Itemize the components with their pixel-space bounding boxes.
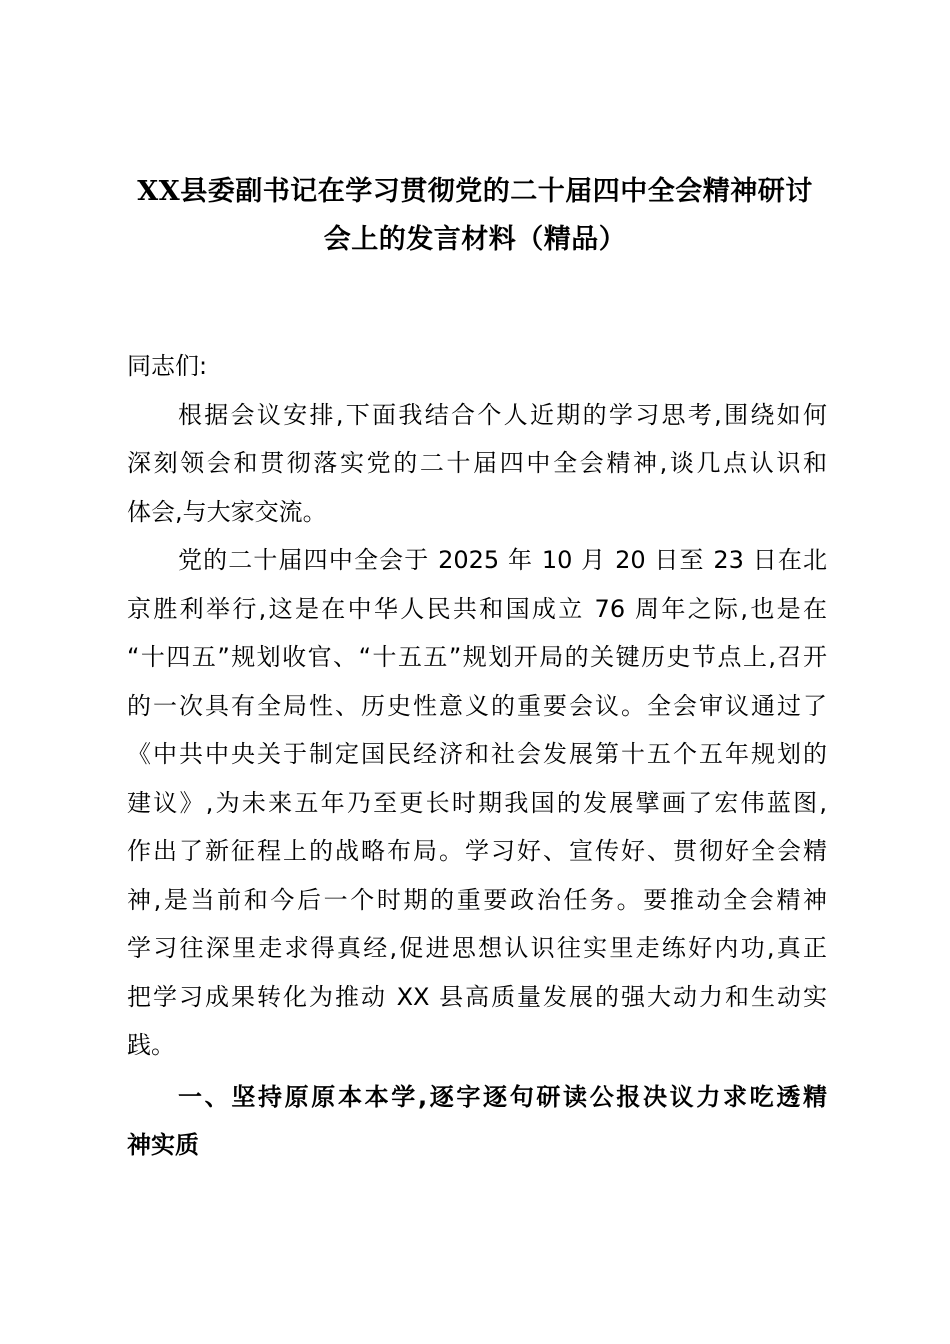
paragraph-plenum (127, 536, 827, 1070)
heading-line: 神实质 (127, 1131, 199, 1159)
paragraph-line: 建议》,为未来五年乃至更长时期我国的发展擘画了宏伟蓝图, (127, 788, 827, 817)
paragraph-line: 党的二十届四中全会于 2025 年 10 月 20 日至 23 日在北 (178, 546, 827, 574)
paragraph-line: 神,是当前和今后一个时期的重要政治任务。要推动全会精神 (127, 885, 827, 914)
title-line: XX县委副书记在学习贯彻党的二十届四中全会精神研讨 (137, 176, 813, 207)
paragraph-line: 京胜利举行,这是在中华人民共和国成立 76 周年之际,也是在 (127, 594, 827, 623)
paragraph-line: 深刻领会和贯彻落实党的二十届四中全会精神,谈几点认识和 (127, 449, 827, 477)
paragraph-line: 根据会议安排,下面我结合个人近期的学习思考,围绕如何 (178, 400, 827, 429)
salutation: 同志们: (127, 352, 208, 380)
paragraph-line: 的一次具有全局性、历史性意义的重要会议。全会审议通过了 (127, 691, 827, 720)
title-line: 会上的发言材料（精品） (323, 224, 627, 255)
paragraph-line: 把学习成果转化为推动 XX 县高质量发展的强大动力和生动实 (127, 982, 827, 1011)
document-title (110, 168, 840, 264)
heading-line: 一、坚持原原本本学,逐字逐句研读公报决议力求吃透精 (178, 1082, 827, 1111)
paragraph-line: “十四五”规划收官、“十五五”规划开局的关键历史节点上,召开 (127, 643, 827, 671)
paragraph-line: 体会,与大家交流。 (127, 497, 327, 526)
paragraph-line: 学习往深里走求得真经,促进思想认识往实里走练好内功,真正 (127, 934, 827, 962)
section-heading-1 (127, 1073, 827, 1170)
document-body (127, 342, 827, 1170)
paragraph-intro (127, 391, 827, 537)
paragraph-line: 作出了新征程上的战略布局。学习好、宣传好、贯彻好全会精 (127, 837, 827, 865)
paragraph-line: 《中共中央关于制定国民经济和社会发展第十五个五年规划的 (127, 740, 827, 768)
paragraph-line: 践。 (127, 1031, 175, 1059)
